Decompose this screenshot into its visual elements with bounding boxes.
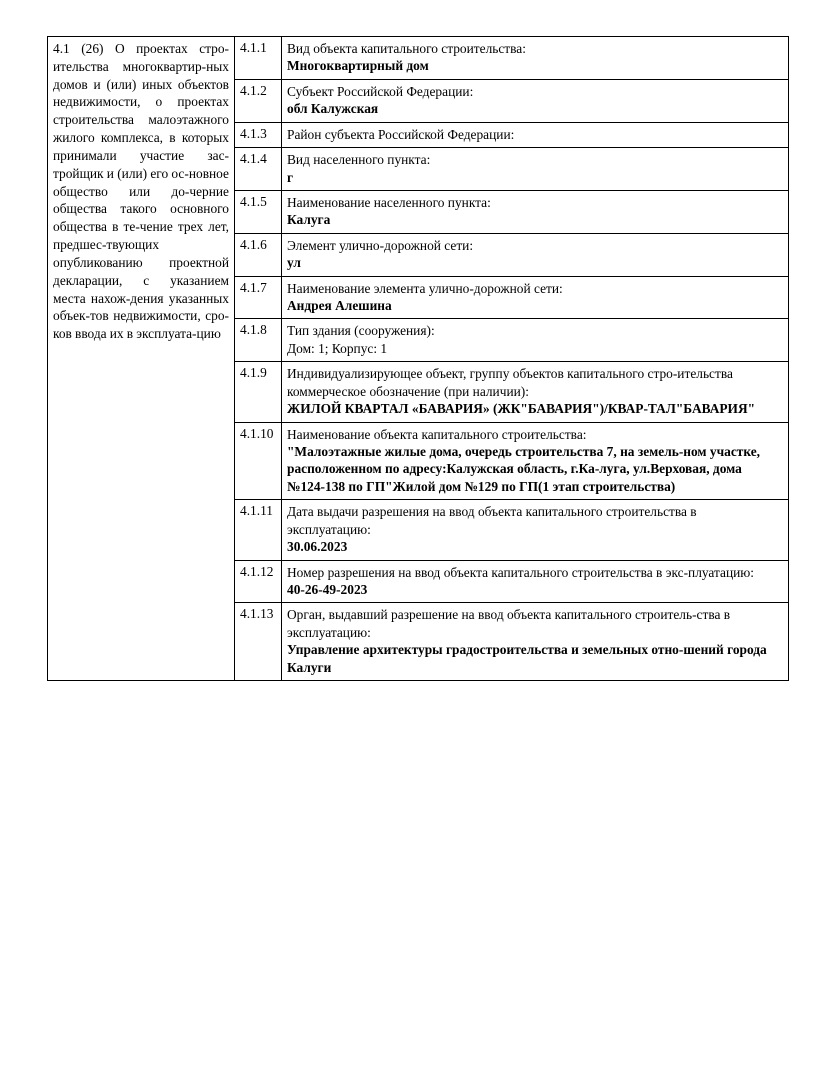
row-value: ЖИЛОЙ КВАРТАЛ «БАВАРИЯ» (ЖК"БАВАРИЯ")/КВАР-ТАЛ"БАВАРИЯ" [287,401,756,417]
row-content [282,148,789,191]
row-code: 4.1.12 [235,560,282,603]
row-value: 40-26-49-2023 [287,581,368,597]
row-code: 4.1.2 [235,79,282,122]
row-value: Калуга [287,212,331,228]
row-code: 4.1.8 [235,319,282,362]
row-content [282,362,789,422]
row-label: Элемент улично-дорожной сети: [287,237,474,253]
row-code: 4.1.9 [235,362,282,422]
row-value: обл Калужская [287,101,379,117]
row-label: Район субъекта Российской Федерации: [287,126,515,142]
row-label: Орган, выдавший разрешение на ввод объекта капитального строитель-ства в эксплуатацию: [287,607,731,640]
row-value: ул [287,255,301,271]
row-label: Номер разрешения на ввод объекта капитального строительства в экс-плуатацию: [287,564,755,580]
row-code: 4.1.6 [235,233,282,276]
declaration-table [47,36,789,681]
row-value: Дом: 1; Корпус: 1 [287,340,388,356]
row-code: 4.1.10 [235,422,282,500]
row-code: 4.1.11 [235,500,282,560]
row-content [282,122,789,147]
row-label: Наименование элемента улично-дорожной сети: [287,280,563,296]
row-label: Вид населенного пункта: [287,152,431,168]
row-code: 4.1.1 [235,37,282,80]
row-content [282,276,789,319]
row-value: Управление архитектуры градостроительства и земельных отно-шений города Калуги [287,642,767,675]
row-code: 4.1.13 [235,603,282,681]
row-label: Дата выдачи разрешения на ввод объекта капитального строительства в эксплуатацию: [287,504,697,537]
row-content [282,422,789,500]
row-value: г [287,169,294,185]
row-content [282,79,789,122]
row-label: Наименование населенного пункта: [287,194,491,210]
row-content [282,233,789,276]
section-description-cell: 4.1 (26) О проектах стро-ительства многоквартир-ных домов и (или) иных объектов недвижимости, о проектах строительства малоэтажного жилого комплекса, в которых принимали участие зас-тройщик и (или) его ос-новное общество или до-черние общества такого основного общества в те-чение трех лет, предшес-твующих опубликованию проектной декларации, с указанием места нахож-дения указанных объек-тов недвижимости, сро-ков ввода их в эксплуата-цию [48,37,235,681]
row-label: Субъект Российской Федерации: [287,83,474,99]
row-value: Многоквартирный дом [287,58,429,74]
row-value: 30.06.2023 [287,539,348,555]
row-content [282,190,789,233]
row-code: 4.1.5 [235,190,282,233]
row-code: 4.1.3 [235,122,282,147]
row-content [282,560,789,603]
row-label: Тип здания (сооружения): [287,323,435,339]
row-content [282,500,789,560]
row-value: "Малоэтажные жилые дома, очередь строительства 7, на земель-ном участке, расположенном по адресу:Калужская область, г.Ка-луга, ул.Верховая, дома №124-138 по ГП"Жилой дом №129 по ГП(1 этап строительства) [287,444,761,494]
row-content [282,319,789,362]
row-label: Наименование объекта капитального строительства: [287,426,587,442]
row-code: 4.1.7 [235,276,282,319]
row-content [282,37,789,80]
row-content [282,603,789,681]
table-row [48,37,789,80]
row-code: 4.1.4 [235,148,282,191]
row-value: Андрея Алешина [287,298,392,314]
row-label: Индивидуализирующее объект, группу объектов капитального стро-ительства коммерческое обозначение (при наличии): [287,366,733,399]
row-label: Вид объекта капитального строительства: [287,41,526,56]
